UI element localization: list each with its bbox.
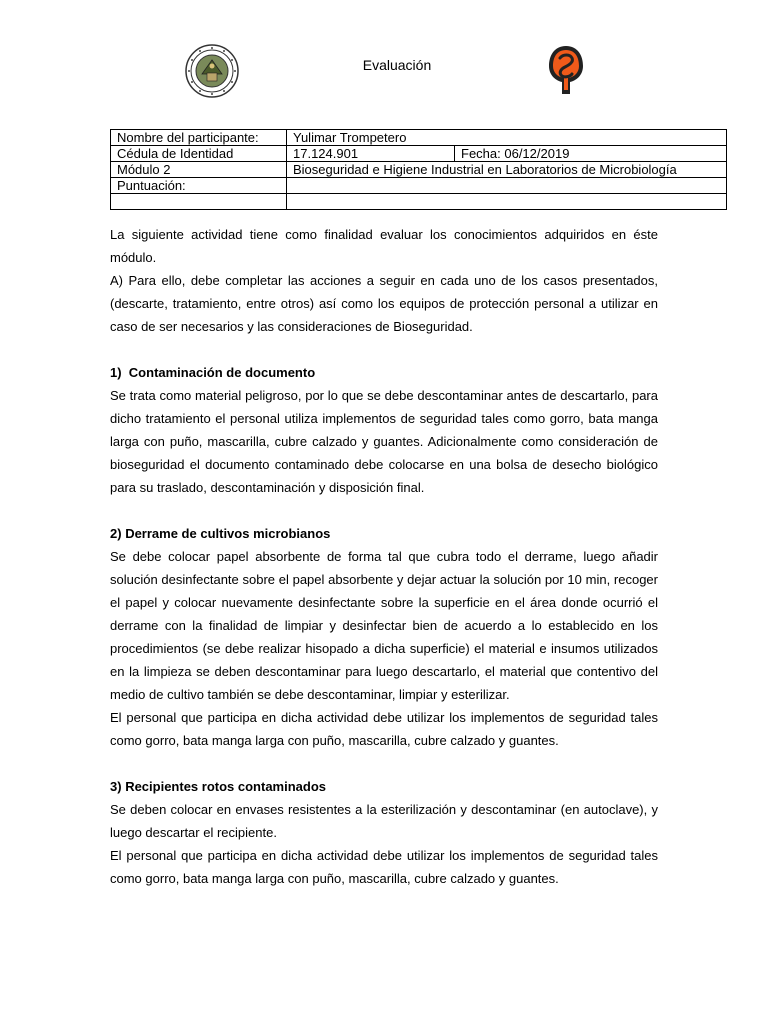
table-row bbox=[111, 178, 727, 194]
intro-instructions: A) Para ello, debe completar las acciones a seguir en cada uno de los casos presentados, (descarte, tratamiento, entre otros) así como los equipos de protección personal a utilizar en caso de ser necesarios y las consideraciones de Bioseguridad. bbox=[110, 273, 658, 334]
empty-cell bbox=[111, 194, 287, 210]
score-value bbox=[287, 178, 727, 194]
module-value: Bioseguridad e Higiene Industrial en Laboratorios de Microbiología bbox=[287, 162, 727, 178]
date-value: Fecha: 06/12/2019 bbox=[455, 146, 727, 162]
section-paragraph: Se debe colocar papel absorbente de forma tal que cubra todo el derrame, luego añadir solución desinfectante sobre el papel absorbente y dejar actuar la solución por 10 min, recoger el papel y colocar nuevamente desinfectante sobre la superficie en el área donde ocurrió el derrame con la finalidad de limpiar y desinfectar bien de acuerdo a lo establecido en los procedimientos (se debe realizar hisopado a dicha superficie) el material e insumos utilizados en la limpieza se deben descontaminar para luego descartarlo, el material que contentivo del medio de cultivo también se debe descontaminar, limpiar y esterilizar. bbox=[110, 549, 658, 702]
score-label: Puntuación: bbox=[111, 178, 287, 194]
table-row bbox=[111, 194, 727, 210]
institution-emblem-icon bbox=[547, 44, 585, 96]
section-heading: 3) Recipientes rotos contaminados bbox=[110, 779, 327, 794]
module-label: Módulo 2 bbox=[111, 162, 287, 178]
participant-name-value: Yulimar Trompetero bbox=[287, 130, 727, 146]
table-row bbox=[111, 130, 727, 146]
intro-paragraph: La siguiente actividad tiene como finalidad evaluar los conocimientos adquiridos en éste módulo. bbox=[110, 227, 658, 265]
participant-name-label: Nombre del participante: bbox=[111, 130, 287, 146]
section-heading: 2) Derrame de cultivos microbianos bbox=[110, 526, 331, 541]
section-paragraph: El personal que participa en dicha actividad debe utilizar los implementos de seguridad tales como gorro, bata manga larga con puño, mascarilla, cubre calzado y guantes. bbox=[110, 848, 658, 886]
id-label: Cédula de Identidad bbox=[111, 146, 287, 162]
section-paragraph: El personal que participa en dicha actividad debe utilizar los implementos de seguridad tales como gorro, bata manga larga con puño, mascarilla, cubre calzado y guantes. bbox=[110, 710, 658, 748]
empty-cell bbox=[287, 194, 727, 210]
section-paragraph: Se deben colocar en envases resistentes a la esterilización y descontaminar (en autoclave), y luego descartar el recipiente. bbox=[110, 802, 658, 840]
table-row bbox=[111, 162, 727, 178]
table-row bbox=[111, 146, 727, 162]
participant-info-table bbox=[110, 129, 727, 210]
section-heading: 1) Contaminación de documento bbox=[110, 365, 316, 380]
page-title: Evaluación bbox=[362, 57, 432, 73]
section-paragraph: Se trata como material peligroso, por lo que se debe descontaminar antes de descartarlo, para dicho tratamiento el personal utiliza implementos de seguridad tales como gorro, bata manga larga con puño, mascarilla, cubre calzado y guantes. Adicionalmente como consideración de bioseguridad el documento contaminado debe colocarse en una bolsa de desecho biológico para su traslado, descontaminación y disposición final. bbox=[110, 388, 658, 495]
document-body bbox=[110, 223, 658, 890]
id-value: 17.124.901 bbox=[287, 146, 455, 162]
